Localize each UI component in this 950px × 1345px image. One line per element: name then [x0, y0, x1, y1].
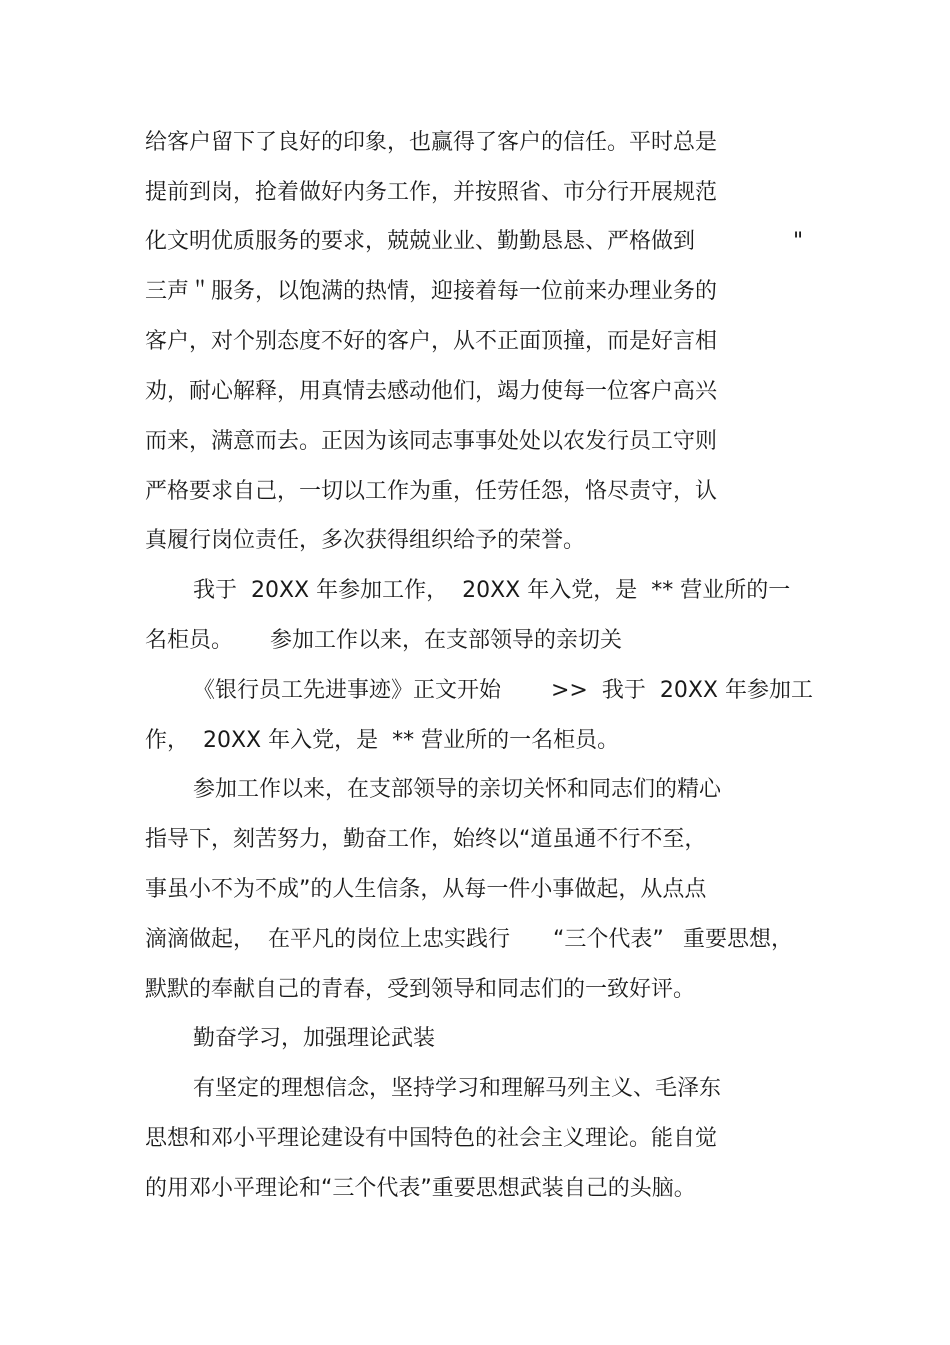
- paragraph-line: [0, 521, 586, 561]
- text-line-7: 而来，满意而去。正因为该同志事事处处以农发行员工守则: [145, 429, 718, 454]
- text-line-11a: 名柜员。: [145, 628, 234, 653]
- paragraph-line: [0, 870, 707, 910]
- text-line-8: 严格要求自己，一切以工作为重，任劳任怨，恪尽责守，认: [145, 479, 718, 504]
- text-line-1: 给客户留下了良好的印象，也赢得了客户的信任。平时总是: [145, 130, 718, 155]
- paragraph-line: [0, 372, 718, 412]
- paragraph-line: [0, 422, 718, 462]
- text-line-15: 指导下，刻苦努力，勤奋工作，始终以“道虽通不行不至，: [145, 827, 707, 852]
- text-line-17c: “三个代表”: [553, 927, 664, 952]
- text-line-6: 劝，耐心解释，用真情去感动他们，竭力使每一位客户高兴: [145, 379, 718, 404]
- source-title: 《银行员工先进事迹》正文开始: [193, 678, 502, 703]
- paragraph-line: [0, 1169, 696, 1209]
- paragraph-line: [0, 820, 707, 860]
- quote-mark: ": [793, 229, 804, 254]
- paragraph-line: [0, 472, 718, 512]
- text-line-13: 作， 20XX 年入党，是 ** 营业所的一名柜员。: [145, 728, 620, 753]
- text-line-14: 参加工作以来，在支部领导的亲切关怀和同志们的精心: [193, 777, 722, 802]
- text-line-16: 事虽小不为不成”的人生信条，从每一件小事做起，从点点: [145, 877, 707, 902]
- paragraph-line: [0, 123, 718, 163]
- text-line-17a: 滴滴做起，: [145, 927, 256, 952]
- text-line-20: 有坚定的理想信念，坚持学习和理解马列主义、毛泽东: [193, 1076, 722, 1101]
- paragraph-line: [0, 1069, 722, 1109]
- text-line-22: 的用邓小平理论和“三个代表”重要思想武装自己的头脑。: [145, 1176, 696, 1201]
- paragraph-line: [0, 920, 794, 960]
- paragraph-line: [0, 770, 722, 810]
- text-line-5: 客户，对个别态度不好的客户，从不正面顶撞，而是好言相: [145, 329, 718, 354]
- paragraph-line: [0, 1119, 718, 1159]
- text-line-11b: 参加工作以来，在支部领导的亲切关: [270, 628, 623, 653]
- text-line-3: 化文明优质服务的要求，兢兢业业、勤勤恳恳、严格做到: [145, 229, 696, 254]
- paragraph-line: [0, 222, 804, 262]
- paragraph-line: [0, 721, 620, 761]
- text-line-10: 我于 20XX 年参加工作， 20XX 年入党，是 ** 营业所的一: [193, 578, 791, 603]
- paragraph-line: [0, 272, 718, 312]
- text-line-4: 三声＂服务，以饱满的热情，迎接着每一位前来办理业务的: [145, 279, 718, 304]
- text-line-18: 默默的奉献自己的青春，受到领导和同志们的一致好评。: [145, 977, 696, 1002]
- text-line-17d: 重要思想，: [683, 927, 794, 952]
- paragraph-line: [0, 970, 696, 1010]
- paragraph-line: [0, 621, 623, 661]
- text-line-2: 提前到岗，抢着做好内务工作，并按照省、市分行开展规范: [145, 180, 718, 205]
- text-line-17b: 在平凡的岗位上忠实践行: [268, 927, 511, 952]
- paragraph-line: [0, 173, 718, 213]
- text-line-9: 真履行岗位责任，多次获得组织给予的荣誉。: [145, 528, 586, 553]
- section-heading: [0, 1019, 436, 1059]
- paragraph-line: [0, 671, 813, 711]
- heading-text: 勤奋学习，加强理论武装: [193, 1026, 436, 1051]
- paragraph-line: [0, 322, 718, 362]
- paragraph-line: [0, 571, 791, 611]
- text-line-12b: >> 我于 20XX 年参加工: [551, 678, 813, 703]
- text-line-21: 思想和邓小平理论建设有中国特色的社会主义理论。能自觉: [145, 1126, 718, 1151]
